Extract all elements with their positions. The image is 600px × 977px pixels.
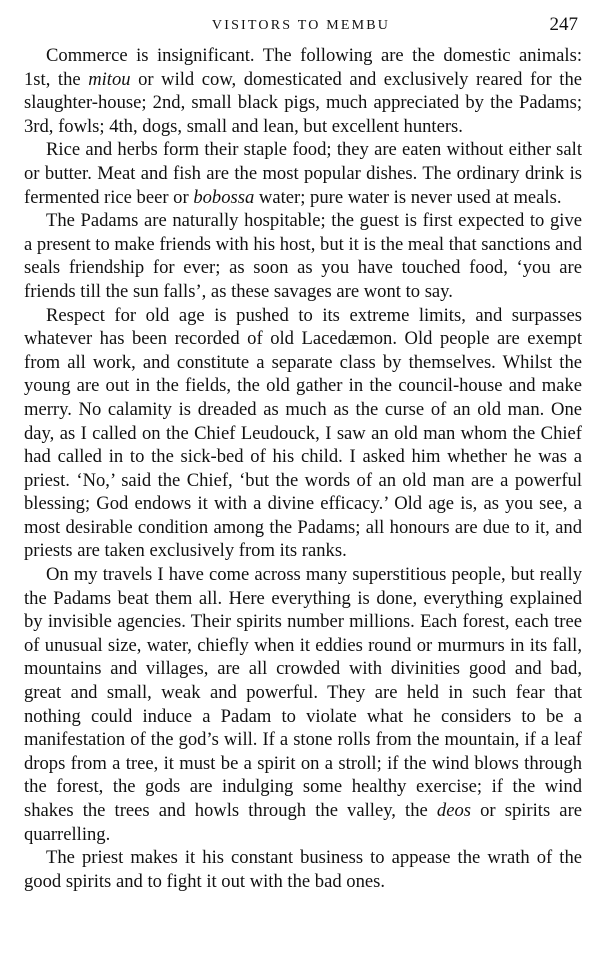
- text-segment: Respect for old age is pushed to its extreme limits, and surpasses whatever has been recorded of old Lacedæmon. Old people are exempt from all work, and constitute a separate class by themselves. Whilst the young are out in the fields, the old gather in the council-house and make merry. No calamity is dreaded as much as the curse of an old man. One day, as I called on the Chief Leudouck, I saw an old man whom the Chief had called in to the sick-bed of his child. I asked him whether he was a priest. ‘No,’ said the Chief, ‘but the words of an old man are a powerful blessing; God endows it with a divine efficacy.’ Old age is, as you see, a most desirable condition among the Padams; all honours are due to it, and priests are taken exclusively from its ranks.: [24, 304, 582, 562]
- text-segment: or wild cow, domesticated and exclusively reared for the slaughter-house; 2nd, small black pigs, much appreciated by the Padams; 3rd, fowls; 4th, dogs, small and lean, but excellent hunters.: [24, 68, 582, 137]
- italic-term-deos: deos: [436, 800, 471, 821]
- text-segment: On my travels I have come across many superstitious people, but really the Padams beat them all. Here everything is done, everything explained by invisible agencies. Their spirits number millions. Each forest, each tree of unusual size, water, chiefly when it eddies round or murmurs in its fall, mountains and villages, are all crowded with divinities good and bad, great and small, weak and powerful. They are held in such fear that nothing could induce a Padam to violate what he considers to be a manifestation of the god’s will. If a stone rolls from the mountain, if a leaf drops from a tree, it must be a spirit on a stroll; if the wind blows through the forest, the gods are indulging some healthy exercise; if the wind shakes the trees and howls through the valley, the: [24, 564, 582, 821]
- text-segment: water; pure water is never used at meals.: [254, 186, 562, 208]
- text-segment: Rice and herbs form their staple food; they are eaten without either salt or butter. Meat and fish are the most popular dishes. The ordinary drink is fermented rice beer or: [24, 139, 582, 208]
- paragraph-priest: [24, 846, 582, 893]
- paragraph-domestic-animals: [24, 44, 582, 138]
- page-number: 247: [549, 14, 578, 35]
- italic-term-mitou: mitou: [88, 68, 131, 90]
- paragraph-superstitions: [24, 563, 582, 846]
- paragraph-staple-food: [24, 138, 582, 209]
- body-text: [24, 44, 582, 893]
- italic-term-bobossa: bobossa: [193, 186, 255, 208]
- text-segment: The Padams are naturally hospitable; the guest is first expected to give a present to make friends with his host, but it is the meal that sanctions and seals friendship for ever; as soon as you have touched food, ‘you are friends till the sun falls’, as these savages are wont to say.: [24, 210, 582, 302]
- text-segment: Commerce is insignificant. The following are the domestic animals: 1st, the: [24, 45, 582, 90]
- running-title: VISITORS TO MEMBU: [211, 18, 391, 33]
- running-head: [24, 14, 578, 40]
- text-segment: or spirits are quarrelling.: [24, 800, 583, 845]
- text-segment: The priest makes it his constant business to appease the wrath of the good spirits and to fight it out with the bad ones.: [24, 847, 582, 892]
- paragraph-old-age: [24, 304, 582, 564]
- paragraph-hospitality: [24, 209, 582, 303]
